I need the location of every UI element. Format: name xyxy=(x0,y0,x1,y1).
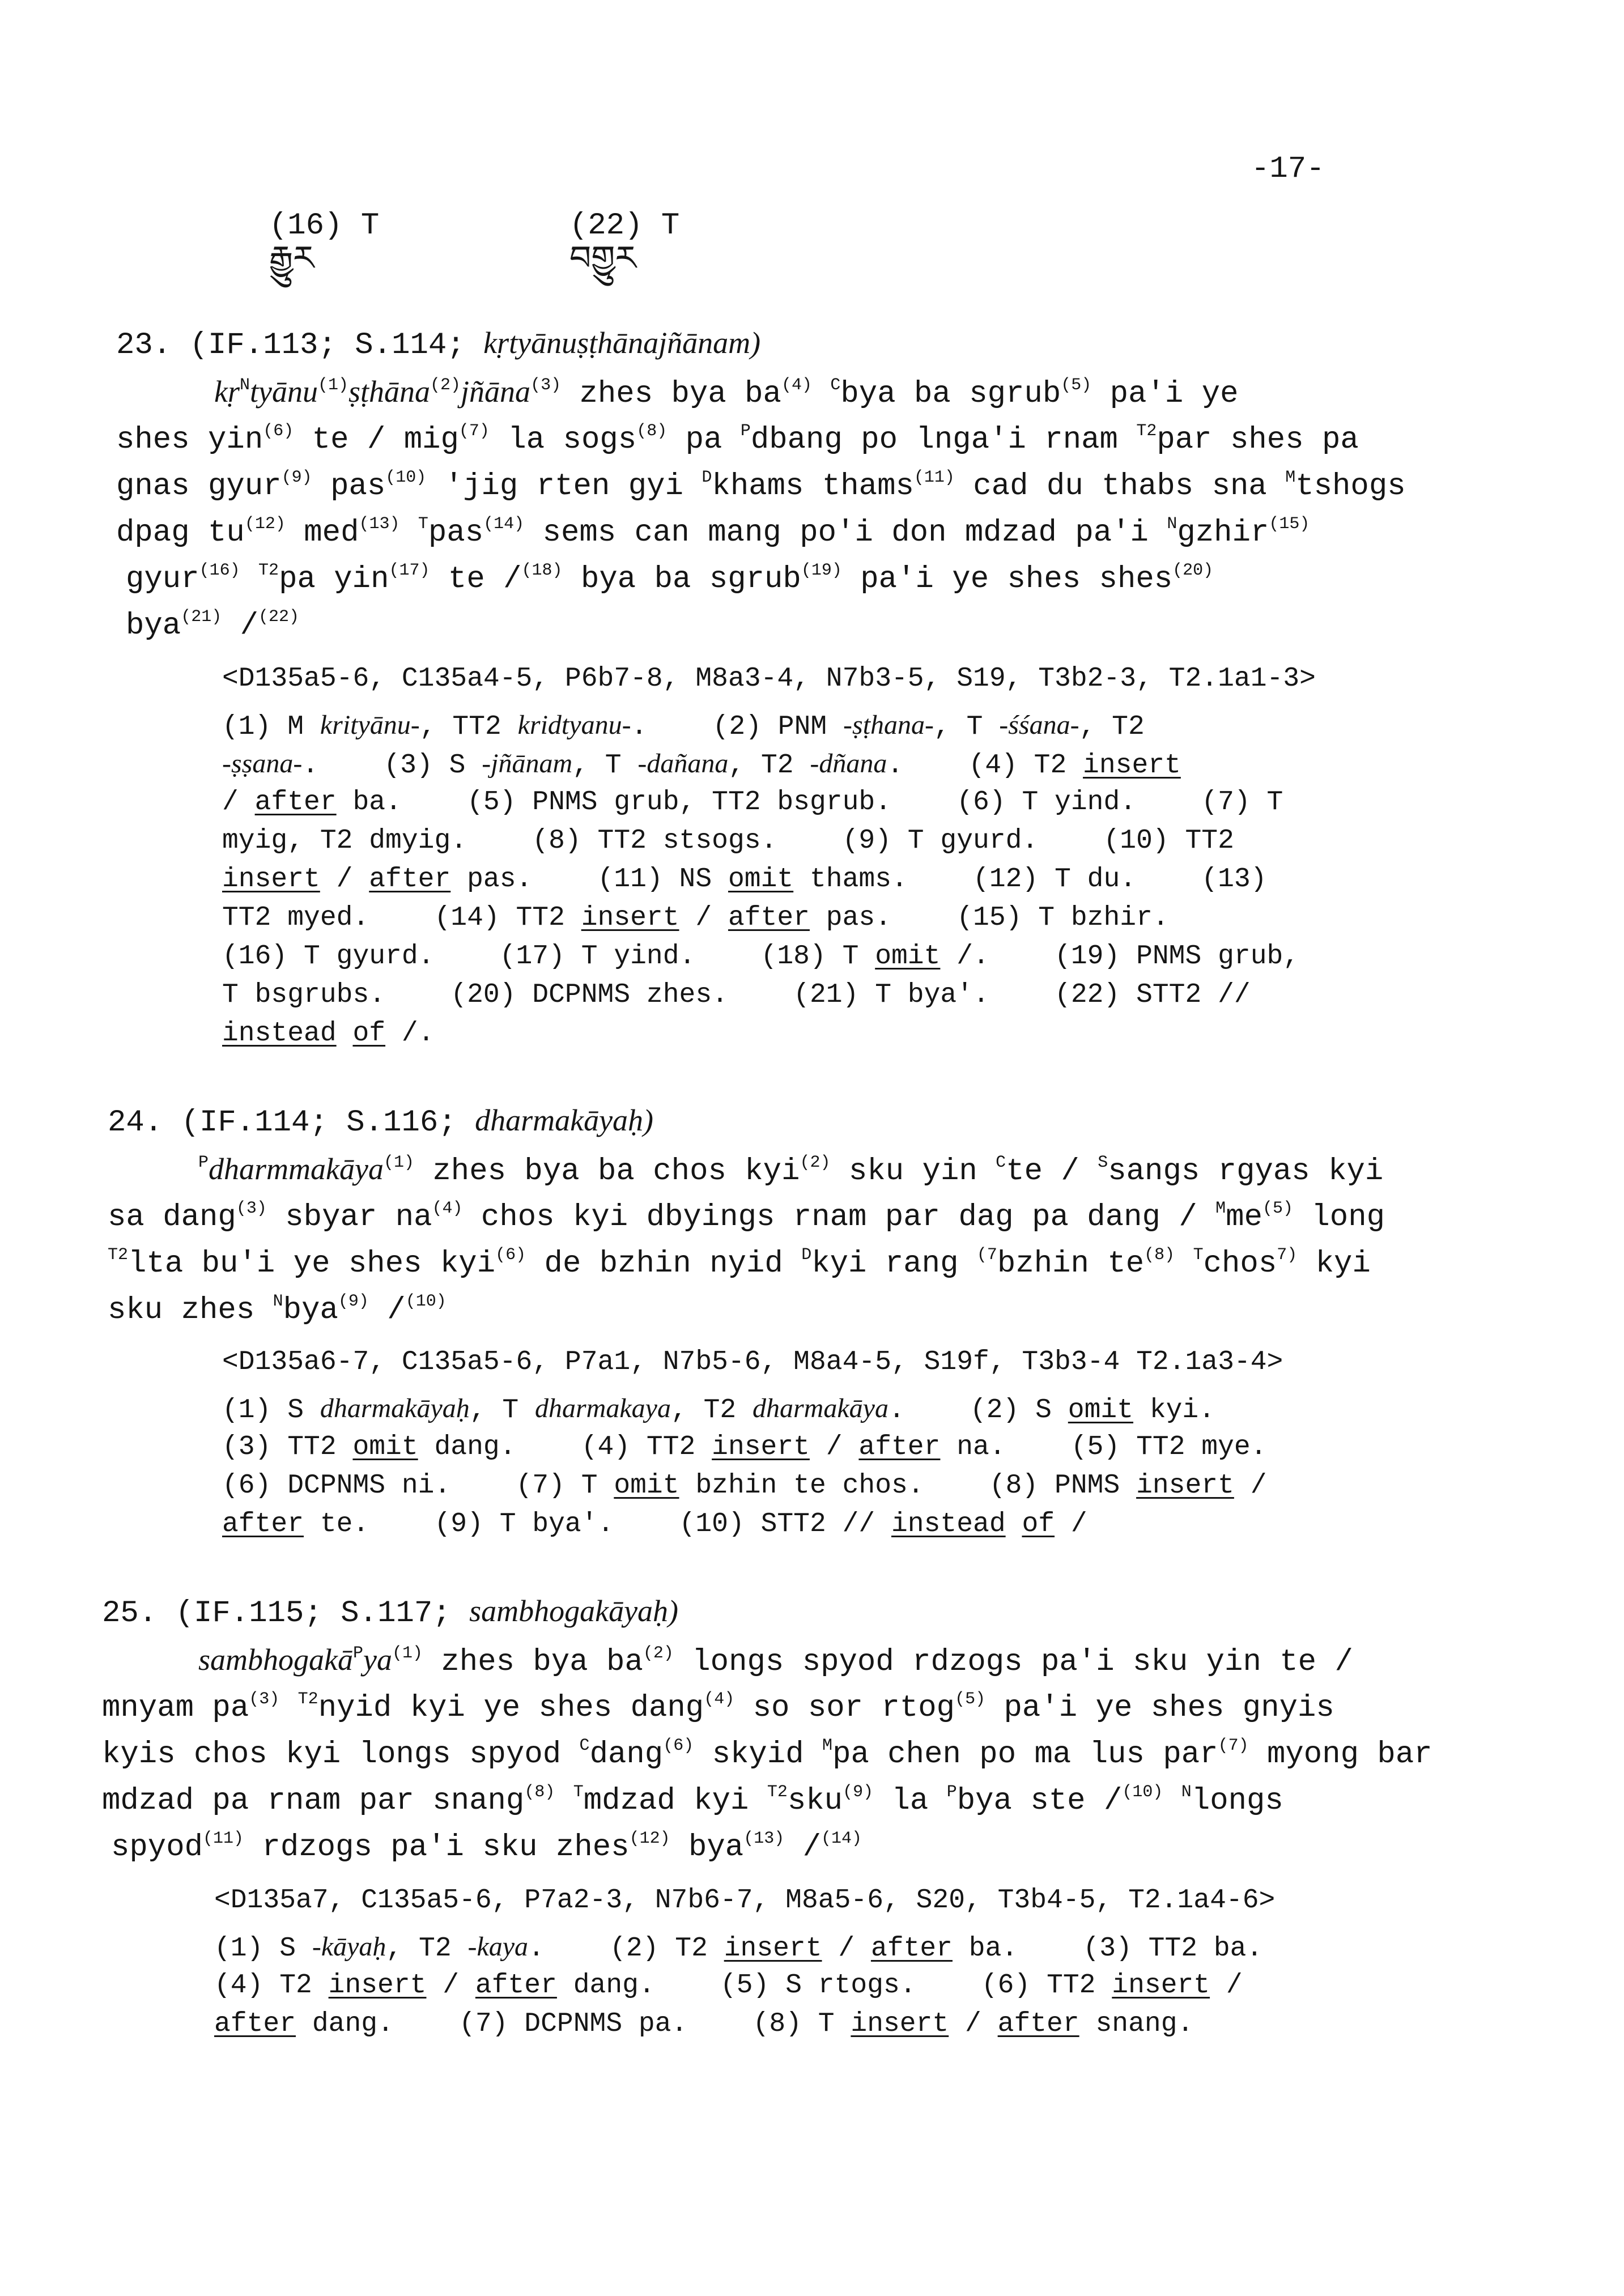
entry-24-body-line: $^P$dharmmakāya$^{(1)}$ zhes bya ba chos kyi$^{(2)}$ sku yin $^C$te / $^S$sangs rgyas kyi xyxy=(198,1152,1384,1189)
entry-23-note-line: (16) T gyurd. (17) T yind. (18) T omit /. (19) PNMS grub, xyxy=(222,941,1300,972)
entry-25-sources: <D135a7, C135a5-6, P7a2-3, N7b6-7, M8a5-6, S20, T3b4-5, T2.1a4-6> xyxy=(214,1885,1276,1916)
entry-23-body-line: gyur$^{(16)}$ $^{T2}$pa yin$^{(17)}$ te /$^{(18)}$ bya ba sgrub$^{(19)}$ pa'i ye shes shes$^{(20)}$ xyxy=(126,561,1214,597)
entry-25-note-line: (1) S -kāyaḥ, T2 -kaya. (2) T2 insert / after ba. (3) TT2 ba. xyxy=(214,1932,1263,1964)
entry-25-body-line: mnyam $pa^{(3)}$ $^{T2}$nyid kyi ye shes dang$^{(4)}$ so sor rtog$^{(5)}$ pa'i ye shes gnyis xyxy=(102,1690,1334,1725)
page-number: -17- xyxy=(1251,152,1325,186)
entry-25-note-line: (4) T2 insert / after dang. (5) S rtogs. (6) TT2 insert / xyxy=(214,1970,1243,2001)
entry-23-sources: <D135a5-6, C135a4-5, P6b7-8, M8a3-4, N7b3-5, S19, T3b2-3, T2.1a1-3> xyxy=(222,664,1316,694)
entry-23-body-line: shes yin$^{(6)}$ te / mig$^{(7)}$ la sogs$^{(8)}$ pa $^P$dbang po lnga'i rnam $^{T2}$par shes pa xyxy=(116,422,1359,457)
entry-23-note-line: -ṣṣana-. (3) S -jñānam, T -dañana, T2 -dñana. (4) T2 insert xyxy=(222,749,1181,781)
entry-24-body-line: sku zhes $^N$bya$^{(9)}$ /$^{(10)}$ xyxy=(108,1292,447,1328)
entry-23-note-line: / after ba. (5) PNMS grub, TT2 bsgrub. (6) T yind. (7) T xyxy=(222,787,1283,818)
entry-24-note-line: after te. (9) T bya'. (10) STT2 // instead of / xyxy=(222,1509,1087,1540)
entry-23-note-line: (1) M krityānu-, TT2 kridtyanu-. (2) PNM -ṣṭhana-, T -śśana-, T2 xyxy=(222,710,1145,742)
entry-23-body-line: dpag $tu^{(12)}$ med$^{(13)}$ $^T$pas$^{(14)}$ sems can mang po'i don mdzad pa'i $^N$gzhir$^{(15)}$ xyxy=(116,515,1310,550)
entry-25-body-line: $sambhogakā^Pya^{(1)}$ zhes bya $ba^{(2)}$ longs spyod rdzogs pa'i sku yin te / xyxy=(198,1643,1353,1680)
entry-25-body-line: spyod$^{(11)}$ rdzogs pa'i sku zhes$^{(12)}$ bya$^{(13)}$ /$^{(14)}$ xyxy=(111,1829,862,1865)
prev-note-16-label: (16) T xyxy=(269,209,380,243)
entry-24-heading: 24. (IF.114; S.116; dharmakāyaḥ) xyxy=(108,1103,654,1140)
tibetan-glyph: རྒྱུར xyxy=(269,239,314,278)
entry-25-body-line: mdzad pa rnam par snang$^{(8)}$ $^T$mdzad kyi $^{T2}$sku$^{(9)}$ la $^P$bya ste /$^{(10)}$ $^N$longs xyxy=(102,1783,1283,1818)
prev-note-22 xyxy=(533,180,679,278)
entry-24-sources: <D135a6-7, C135a5-6, P7a1, N7b5-6, M8a4-5, S19f, T3b3-4 T2.1a3-4> xyxy=(222,1347,1283,1377)
entry-23-note-line: T bsgrubs. (20) DCPNMS zhes. (21) T bya'. (22) STT2 // xyxy=(222,980,1251,1010)
entry-23-body-line: kṛ$^N$tyānu$^{(1)}$ṣṭhāna$^{(2)}$jñāna$^{(3)}$ zhes bya $ba^{(4)}$ $^C$bya ba sgrub$^{(5)}$ pa'i ye xyxy=(214,375,1239,411)
entry-23-body-line: bya$^{(21)}$ /$^{(22)}$ xyxy=(126,607,300,643)
entry-23-note-line: insert / after pas. (11) NS omit thams. (12) T du. (13) xyxy=(222,864,1267,895)
entry-24-body-line: $^{T2}$lta bu'i ye shes kyi$^{(6)}$ de bzhin nyid $^D$kyi rang $^{(7}$bzhin $te^{(8)}$ $^T$chos$^{7)}$ kyi xyxy=(108,1245,1371,1281)
prev-note-22-label: (22) T xyxy=(569,209,680,243)
tibetan-glyph: བགྱུར xyxy=(569,239,636,278)
entry-25-heading: 25. (IF.115; S.117; sambhogakāyaḥ) xyxy=(102,1594,679,1631)
entry-25-body-line: kyis chos kyi longs spyod $^C$dang$^{(6)}$ skyid $^M$pa chen po ma lus par$^{(7)}$ myong bar xyxy=(102,1736,1432,1772)
entry-23-body-line: gnas gyur$^{(9)}$ pas$^{(10)}$ 'jig rten gyi $^D$khams thams$^{(11)}$ cad du thabs sna $^M$tshogs xyxy=(116,468,1406,504)
entry-24-body-line: sa dang$^{(3)}$ sbyar $na^{(4)}$ chos kyi dbyings rnam par dag pa dang / $^Mme^{(5)}$ long xyxy=(108,1199,1385,1235)
entry-23-note-line: myig, T2 dmyig. (8) TT2 stsogs. (9) T gyurd. (10) TT2 xyxy=(222,826,1234,856)
entry-23-note-line: TT2 myed. (14) TT2 insert / after pas. (15) T bzhir. xyxy=(222,903,1169,933)
entry-23-note-line: instead of /. xyxy=(222,1018,435,1049)
entry-24-note-line: (6) DCPNMS ni. (7) T omit bzhin te chos. (8) PNMS insert / xyxy=(222,1470,1267,1501)
entry-24-note-line: (1) S dharmakāyaḥ, T dharmakaya, T2 dharmakāya. (2) S omit kyi. xyxy=(222,1393,1215,1426)
entry-23-heading: 23. (IF.113; S.114; kṛtyānuṣṭhānajñānam) xyxy=(116,326,761,363)
entry-24-note-line: (3) TT2 omit dang. (4) TT2 insert / after na. (5) TT2 mye. xyxy=(222,1432,1267,1462)
entry-25-note-line: after dang. (7) DCPNMS pa. (8) T insert / after snang. xyxy=(214,2009,1194,2039)
prev-note-16 xyxy=(232,180,379,278)
